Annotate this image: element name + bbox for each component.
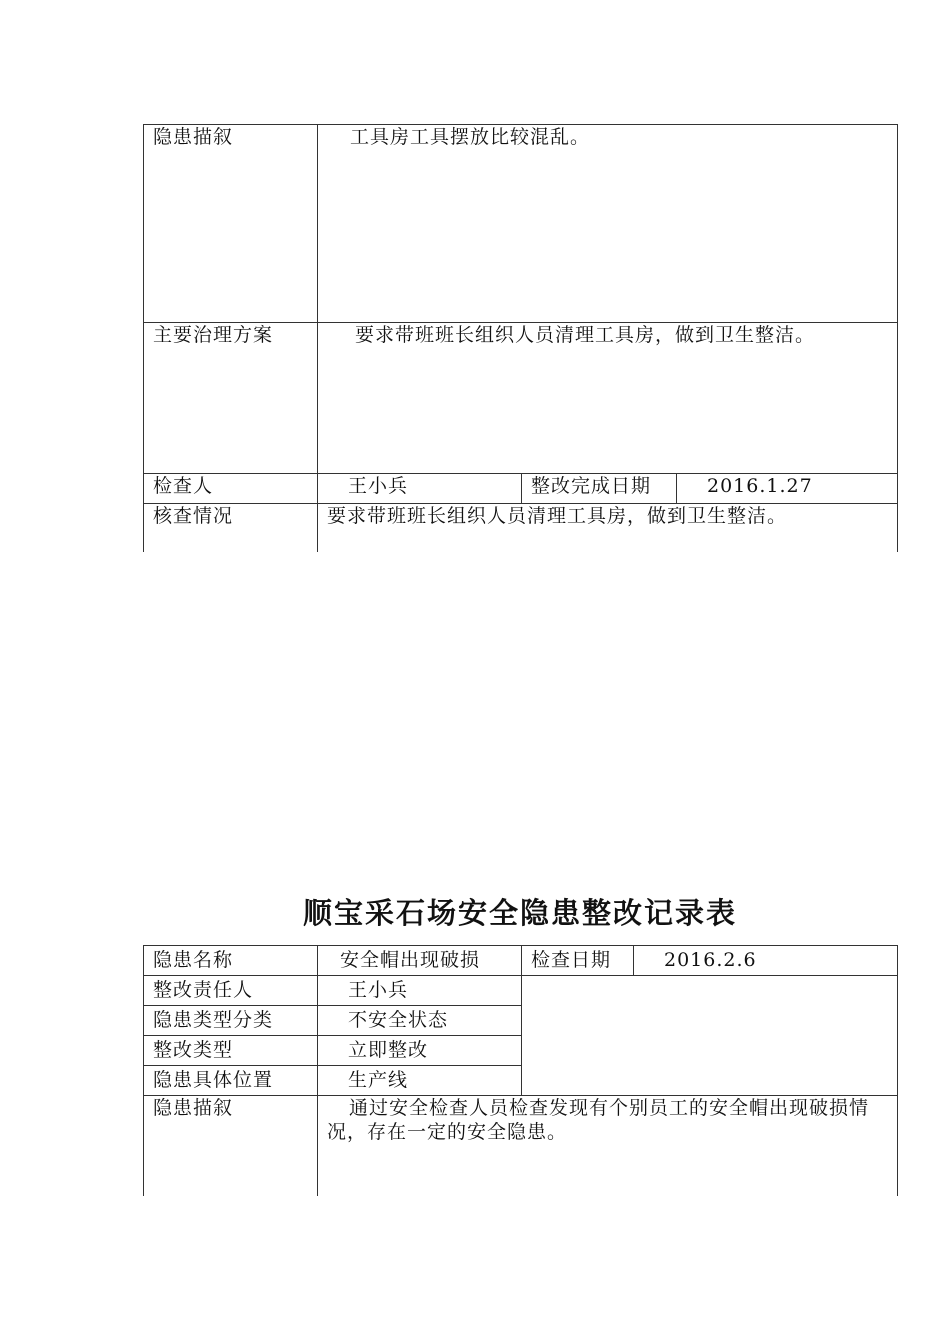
record1-table bbox=[143, 124, 898, 552]
complete-date-value: 2016.1.27 bbox=[677, 474, 898, 504]
desc-value: 工具房工具摆放比较混乱。 bbox=[318, 125, 898, 323]
location-value: 生产线 bbox=[318, 1066, 522, 1096]
type-class-label: 隐患类型分类 bbox=[144, 1006, 318, 1036]
check-date-label: 检查日期 bbox=[522, 946, 634, 976]
blank-area bbox=[522, 976, 898, 1096]
type-class-value: 不安全状态 bbox=[318, 1006, 522, 1036]
fix-type-value: 立即整改 bbox=[318, 1036, 522, 1066]
fix-type-label: 整改类型 bbox=[144, 1036, 318, 1066]
inspector-value: 王小兵 bbox=[318, 474, 522, 504]
complete-date-label: 整改完成日期 bbox=[522, 474, 677, 504]
desc-label: 隐患描叙 bbox=[144, 125, 318, 323]
plan-label: 主要治理方案 bbox=[144, 323, 318, 474]
name-label: 隐患名称 bbox=[144, 946, 318, 976]
check-date-value: 2016.2.6 bbox=[634, 946, 898, 976]
location-label: 隐患具体位置 bbox=[144, 1066, 318, 1096]
record2-title: 顺宝采石场安全隐患整改记录表 bbox=[302, 896, 737, 930]
verify-value: 要求带班班长组织人员清理工具房，做到卫生整洁。 bbox=[318, 504, 898, 552]
desc-label-2: 隐患描叙 bbox=[144, 1096, 318, 1196]
name-value: 安全帽出现破损 bbox=[318, 946, 522, 976]
desc-value-2: 通过安全检查人员检查发现有个别员工的安全帽出现破损情况，存在一定的安全隐患。 bbox=[318, 1096, 898, 1196]
inspector-label: 检查人 bbox=[144, 474, 318, 504]
owner-value: 王小兵 bbox=[318, 976, 522, 1006]
plan-value: 要求带班班长组织人员清理工具房，做到卫生整洁。 bbox=[318, 323, 898, 474]
verify-label: 核查情况 bbox=[144, 504, 318, 552]
record2-table bbox=[143, 945, 898, 1196]
owner-label: 整改责任人 bbox=[144, 976, 318, 1006]
